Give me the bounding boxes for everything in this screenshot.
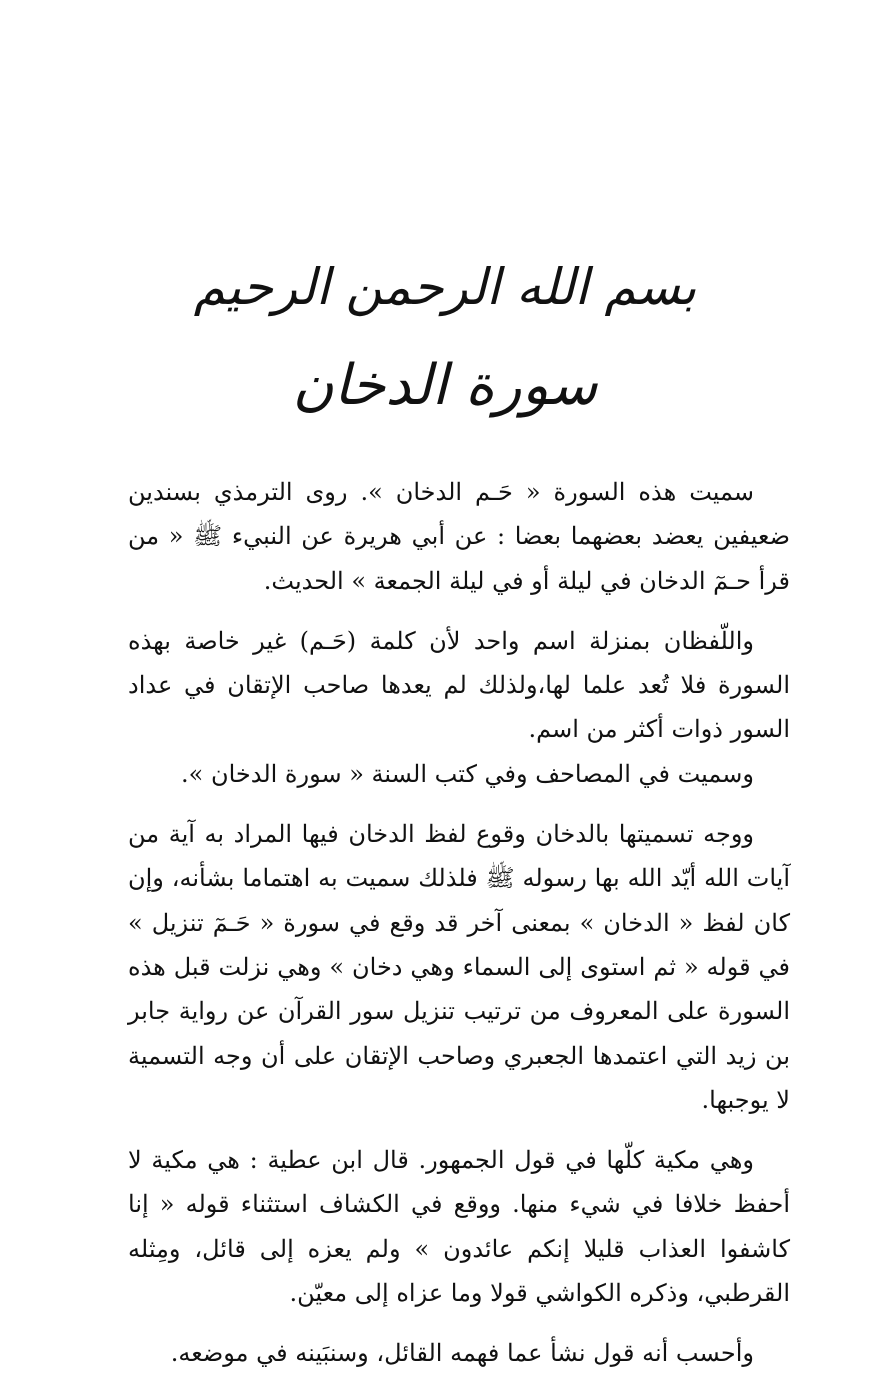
body-text xyxy=(128,470,790,1376)
paragraph-makki: وهي مكية كلّها في قول الجمهور. قال ابن عطية : هي مكية لا أحفظ خلافا في شيء منها. ووقع في الكشاف استثناء قوله « إنا كاشفوا العذاب قليلا إنكم عائدون » ولم يعزه إلى قائل، ومِثله القرطبي، وذكره الكواشي قولا وما عزاه إلى معيّن. xyxy=(128,1146,790,1308)
surah-title: سورة الدخان xyxy=(292,353,598,418)
paragraph-naming-reason: ووجه تسميتها بالدخان وقوع لفظ الدخان فيها المراد به آية من آيات الله أيّد الله بها رسوله ﷺ فلذلك سميت به اهتماما بشأنه، وإن كان لفظ « الدخان » بمعنى آخر قد وقع في سورة « حَـمٓ تنزيل » في قوله « ثم استوى إلى السماء وهي دخان » وهي نزلت قبل هذه السورة على المعروف من ترتيب تنزيل سور القرآن عن رواية جابر بن زيد التي اعتمدها الجعبري وصاحب الإتقان على أن وجه التسمية لا يوجبها. xyxy=(128,820,790,1114)
paragraph-two-words: واللّفظان بمنزلة اسم واحد لأن كلمة (حَـم) غير خاصة بهذه السورة فلا تُعد علما لها،ولذلك لم يعدها صاحب الإتقان في عداد السور ذوات أكثر من اسم. xyxy=(128,626,790,744)
basmala-heading: بسم الله الرحمن الرحيم xyxy=(193,258,697,316)
paragraph-naming: سميت هذه السورة « حَـم الدخان ». روى الترمذي بسندين ضعيفين يعضد بعضهما بعضا : عن أبي هريرة عن النبيء ﷺ « من قرأ حـمٓ الدخان في ليلة أو في ليلة الجمعة » الحديث. xyxy=(128,478,790,595)
paragraph-author-opinion: وأحسب أنه قول نشأ عما فهمه القائل، وسنبَينه في موضعه. xyxy=(170,1339,754,1368)
paragraph-mushaf-name: وسميت في المصاحف وفي كتب السنة « سورة الدخان ». xyxy=(181,759,754,788)
